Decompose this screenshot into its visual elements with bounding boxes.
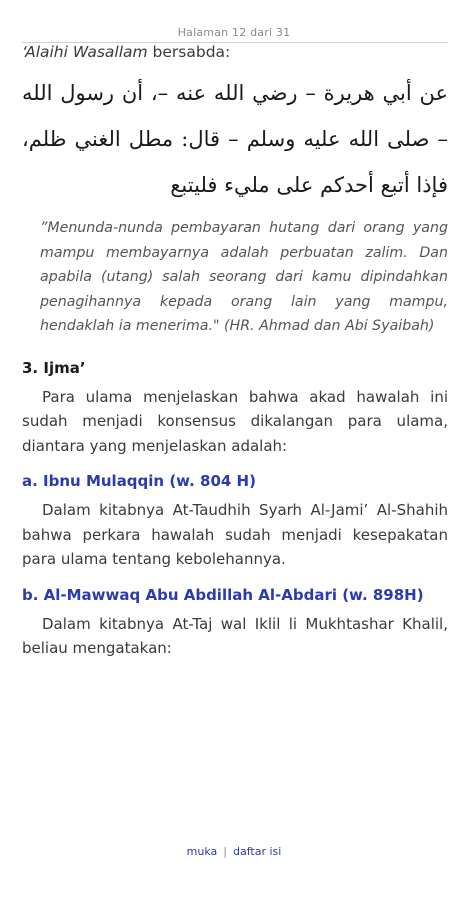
page-indicator: Halaman 12 dari 31 xyxy=(177,26,291,39)
section-paragraph: Para ulama menjelaskan bahwa akad hawalah ini sudah menjadi konsensus dikalangan para ulama, diantara yang menjelaskan adalah: xyxy=(22,387,448,455)
section-heading-ijma: 3. Ijma’ xyxy=(22,358,86,377)
page-content xyxy=(22,40,448,661)
intro-italic: ‘Alaihi Wasallam xyxy=(22,43,148,61)
paragraph-al-mawwaq: Dalam kitabnya At-Taj wal Iklil li Mukhtashar Khalil, beliau mengatakan: xyxy=(22,614,448,657)
subheading-al-mawwaq: b. Al-Mawwaq Abu Abdillah Al-Abdari (w. 898H) xyxy=(22,585,424,604)
hadith-translation: ”Menunda-nunda pembayaran hutang dari orang yang mampu membayarnya adalah perbuatan zalim. Dan apabila (utang) salah seorang dari kamu dipindahkan penagihannya kepada orang lain yang mampu, hendaklah ia menerima." (HR. Ahmad dan Abi Syaibah) xyxy=(40,220,448,334)
footer-nav xyxy=(0,845,468,858)
home-link[interactable]: muka xyxy=(186,845,218,858)
hadith-arabic-text: عن أبي هريرة – رضي الله عنه –، أن رسول الله – صلى الله عليه وسلم – قال: مطل الغني ظلم، فإذا أتبع أحدكم على مليء فليتبع xyxy=(22,81,448,197)
paragraph-ibnu-mulaqqin: Dalam kitabnya At-Taudhih Syarh Al-Jami’ Al-Shahih bahwa perkara hawalah sudah menjadi kesepakatan para ulama tentang kebolehannya. xyxy=(22,501,448,568)
intro-rest: bersabda: xyxy=(147,43,231,61)
footer-separator: | xyxy=(223,845,227,858)
subheading-ibnu-mulaqqin: a. Ibnu Mulaqqin (w. 804 H) xyxy=(22,472,256,490)
intro-line xyxy=(22,40,448,64)
table-of-contents-link[interactable]: daftar isi xyxy=(233,845,282,858)
